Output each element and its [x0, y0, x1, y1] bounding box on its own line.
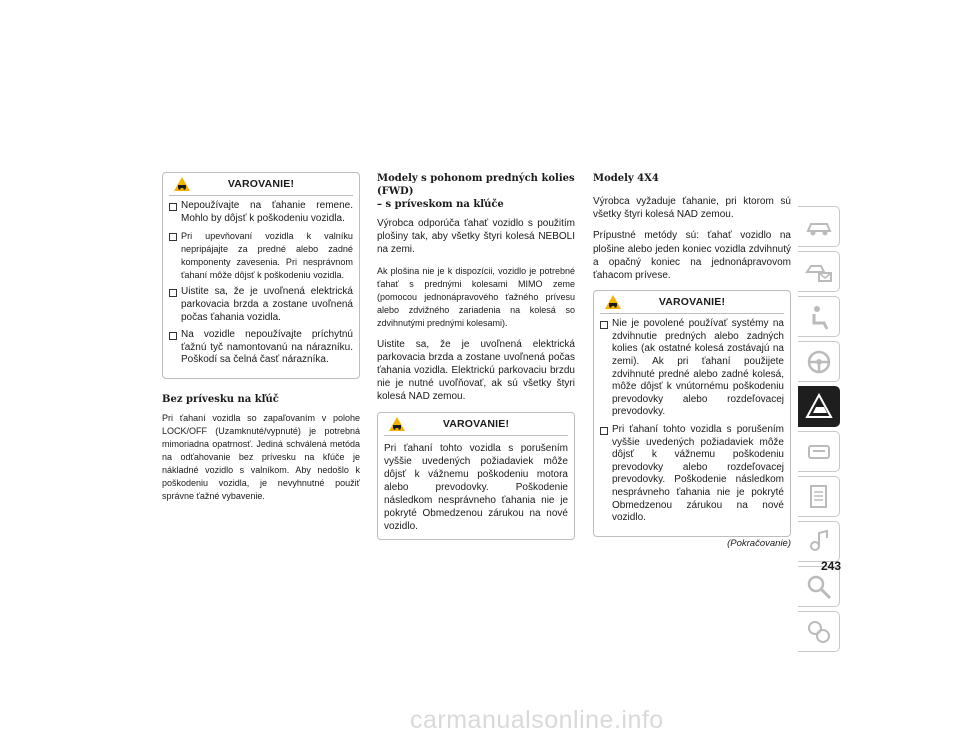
seat-passenger-icon: [805, 303, 833, 331]
body-paragraph: Prípustné metódy sú: ťahať vozidlo na plošine alebo jeden koniec vozidla zdvihnutý a opačný koniec na jednonápravovom ťahacom prívese.: [593, 230, 791, 282]
heading-line: Modely s pohonom predných kolies (FWD): [377, 173, 575, 197]
warning-item: Nepoužívajte na ťahanie remene. Mohlo by dôjsť k poškodeniu vozidla.: [169, 200, 353, 225]
column-3: [593, 172, 791, 549]
warning-car-icon: [604, 294, 622, 310]
warning-item: Pri ťahaní tohto vozidla s porušením vyššie uvedených požiadaviek môže dôjsť k vážnemu poškodeniu prevodovky alebo rozdeľovacej prevodovky. Poškodenie následkom nesprávneho ťahania nie je pokryté Obmedzenou zárukou na nové vozidlo.: [600, 424, 784, 525]
warning-header: [384, 413, 568, 436]
tab-index[interactable]: [798, 611, 840, 652]
car-service-icon: [805, 438, 833, 466]
language-index-icon: [805, 618, 833, 646]
body-paragraph: Ak plošina nie je k dispozícii, vozidlo je potrebné ťahať s prednými kolesami MIMO zeme (pomocou jednonápravového ťažného prívesu alebo zdvižného zariadenia na kolesá so zdvihnutými prednými kolesami).: [377, 265, 575, 328]
body-paragraph: Výrobca vyžaduje ťahanie, pri ktorom sú všetky štyri kolesá NAD zemou.: [593, 196, 791, 221]
warning-item: Pri upevňovaní vozidla k valníku nepripájajte za predné alebo zadné komponenty zavesenia. Pri nesprávnom ťahaní môže dôjsť k poškodeniu vozidla.: [169, 230, 353, 281]
warning-car-icon: [388, 416, 406, 432]
warning-list: [169, 200, 353, 367]
tab-seat[interactable]: [798, 296, 840, 337]
multimedia-icon: [805, 528, 833, 556]
body-paragraph: Uistite sa, že je uvoľnená elektrická parkovacia brzda a zostane uvoľnená počas ťahania vozidla. Elektrickú parkovaciu brzdu nie je nutné uvoľňovať, ak sú všetky štyri kolesá NAD zemou.: [377, 338, 575, 403]
body-paragraph: Výrobca odporúča ťahať vozidlo s použitím plošiny tak, aby všetky štyri kolesá NEBOLI na zemi.: [377, 218, 575, 256]
section-heading: [377, 172, 575, 211]
warning-box: [377, 412, 575, 540]
watermark: carmanualsonline.info: [410, 706, 664, 734]
section-heading: Modely 4X4: [593, 173, 659, 184]
warning-car-icon: [173, 176, 191, 192]
tab-specifications[interactable]: [798, 476, 840, 517]
tab-emergency[interactable]: [798, 386, 840, 427]
section-heading: Bez prívesku na kľúč: [162, 393, 279, 405]
warning-text: Pri ťahaní tohto vozidla s porušením vyššie uvedených požiadaviek môže dôjsť k vážnemu poškodeniu motora alebo prevodovky. Poškodenie následkom nesprávneho ťahania nie je pokryté Obmedzenou zárukou na nové vozidlo.: [384, 442, 568, 532]
warning-box: [593, 290, 791, 537]
warning-item: Na vozidle nepoužívajte príchytnú ťažnú tyč namontovanú na nárazníku. Poškodí sa čelná časť nárazníka.: [169, 329, 353, 367]
tab-car-lights[interactable]: [798, 251, 840, 292]
car-lights-mail-icon: [805, 258, 833, 286]
tab-steering[interactable]: [798, 341, 840, 382]
warning-title: VAROVANIE!: [227, 178, 295, 190]
tab-car-dashboard[interactable]: [798, 206, 840, 247]
hazard-car-icon: [805, 393, 833, 421]
warning-header: [600, 291, 784, 314]
page-number: 243: [820, 559, 841, 573]
steering-wheel-icon: [805, 348, 833, 376]
body-paragraph: Pri ťahaní vozidla so zapaľovaním v polohe LOCK/OFF (Uzamknuté/vypnuté) je potrebná mimoriadna opatrnosť. Jediná schválená metóda na odťahovanie bez prívesku na kľúče je nákladné vozidlo s valníkom. Aby nedošlo k poškodeniu vozidla, je nevyhnutné použiť správne ťažné vybavenie.: [162, 412, 360, 501]
specifications-list-icon: [805, 483, 833, 511]
magnifier-search-icon: [805, 573, 833, 601]
heading-line: – s príveskom na kľúče: [377, 199, 504, 210]
tab-service[interactable]: [798, 431, 840, 472]
warning-item: Nie je povolené používať systémy na zdvihnutie predných alebo zadných kolies (ak ostatné kolesá zostávajú na zemi). Ak pri ťahaní použijete zdvihnuté predné alebo zadné kolesá, môže dôjsť k vnútornému poškodeniu prevodovky alebo rozdeľovacej prevodovky.: [600, 318, 784, 419]
warning-title: VAROVANIE!: [658, 296, 726, 309]
warning-header: [169, 173, 353, 196]
column-1: [162, 172, 360, 511]
column-2: [377, 172, 575, 540]
warning-box: [162, 172, 360, 379]
car-dashboard-icon: [805, 213, 833, 241]
continued-note: (Pokračovanie): [727, 537, 791, 549]
warning-list: [600, 318, 784, 525]
chapter-tabs: [798, 206, 842, 656]
warning-item: Uistite sa, že je uvoľnená elektrická parkovacia brzda a zostane uvoľnená počas ťahania vozidla.: [169, 286, 353, 324]
warning-title: VAROVANIE!: [442, 417, 510, 430]
tab-multimedia[interactable]: [798, 521, 840, 562]
